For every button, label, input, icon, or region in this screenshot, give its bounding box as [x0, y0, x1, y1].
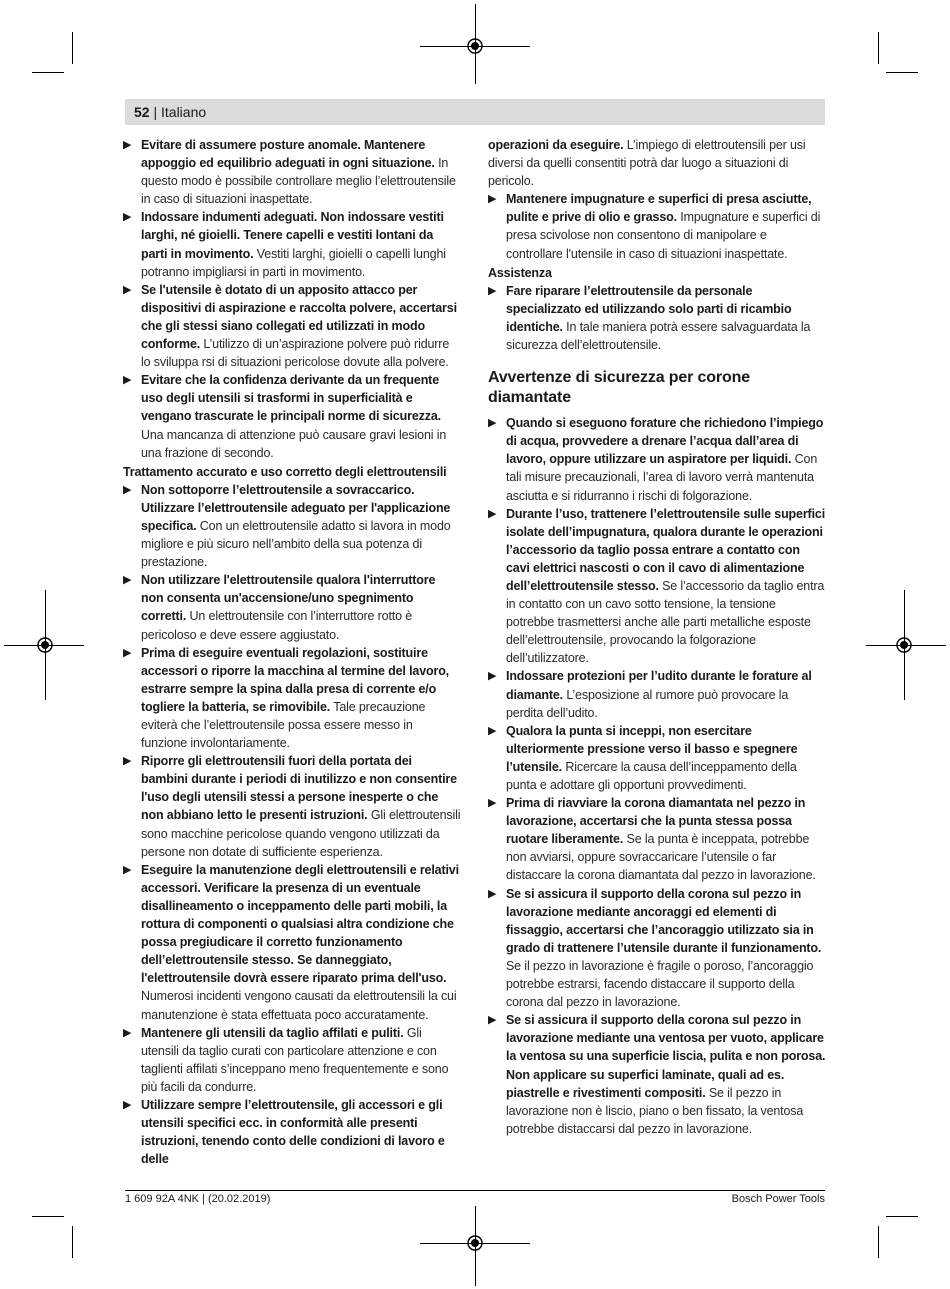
crop-mark — [32, 1216, 64, 1217]
crop-mark — [72, 1226, 73, 1258]
bullet-arrow-icon: ▶ — [488, 417, 497, 430]
item-text: Se la punta è inceppata, potrebbe non avviarsi, oppure sovraccaricare l’utensile o far distaccare la corona diamantata dal pezzo in lavorazione. — [506, 832, 816, 883]
continued-text: L’impiego di elettroutensili per usi diversi da quelli consentiti potrà dar luogo a situazioni di pericolo. — [488, 138, 806, 189]
list-item — [488, 414, 826, 504]
bullet-arrow-icon: ▶ — [123, 863, 132, 876]
item-bold-text: Se l'utensile è dotato di un apposito attacco per dispositivi di aspirazione e raccolta polvere, accertarsi che gli stessi siano collegati ed utilizzati in modo conforme. — [141, 282, 457, 352]
list-item — [488, 282, 826, 354]
item-bold-text: Non utilizzare l'elettroutensile qualora l'interruttore non consenta un'accensione/uno spegnimento corretti. — [141, 573, 436, 624]
crop-mark — [886, 1216, 918, 1217]
crop-mark — [886, 72, 918, 73]
list-item — [123, 861, 461, 1024]
left-bottom-list — [123, 481, 461, 1169]
item-bold-text: Prima di riavviare la corona diamantata nel pezzo in lavorazione, accertarsi che la punta stessa possa ruotare liberamente. — [506, 796, 806, 847]
item-text: Numerosi incidenti vengono causati da elettroutensili la cui manutenzione è stata effettuata poco accuratamente. — [141, 989, 457, 1022]
list-item — [123, 371, 461, 461]
assistance-list — [488, 282, 826, 354]
continued-paragraph — [488, 136, 826, 190]
footer-rule — [125, 1190, 825, 1191]
item-bold-text: Non sottoporre l’elettroutensile a sovraccarico. Utilizzare l’elettroutensile adeguato per l'applicazione specifica. — [141, 482, 451, 533]
item-bold-text: Prima di eseguire eventuali regolazioni, sostituire accessori o riporre la macchina al termine del lavoro, estrarre sempre la spina dalla presa di corrente e/o togliere la batteria, se rimovibile. — [141, 645, 450, 714]
list-item — [123, 571, 461, 643]
bullet-arrow-icon: ▶ — [123, 283, 132, 296]
bullet-arrow-icon: ▶ — [488, 670, 497, 683]
item-bold-text: Qualora la punta si inceppi, non esercitare ulteriormente pressione verso il basso e spegnere l’utensile. — [506, 723, 798, 774]
item-text: Un elettroutensile con l’interruttore rotto è pericoloso e deve essere aggiustato. — [141, 609, 413, 642]
item-text: Tale precauzione eviterà che l’elettroutensile possa essere messo in funzione involontariamente. — [141, 699, 426, 751]
bullet-arrow-icon: ▶ — [488, 724, 497, 737]
item-text: In questo modo è possibile controllare meglio l’elettroutensile in caso di situazioni inaspettate. — [141, 156, 456, 207]
list-item — [123, 281, 461, 371]
list-item — [123, 208, 461, 280]
registration-target-icon — [36, 636, 54, 654]
list-item — [123, 136, 461, 208]
item-text: Se il pezzo in lavorazione è fragile o poroso, l’ancoraggio potrebbe estrarsi, facendo distaccare il supporto della corona dal pezzo in lavorazione. — [506, 958, 814, 1010]
registration-target-icon — [895, 636, 913, 654]
list-item — [488, 505, 826, 668]
bullet-arrow-icon: ▶ — [123, 755, 132, 768]
crop-mark — [878, 1226, 879, 1258]
bullet-arrow-icon: ▶ — [123, 139, 132, 151]
item-text: L’utilizzo di un’aspirazione polvere può ridurre lo sviluppa rsi di situazioni pericolose dovute alla polvere. — [141, 337, 450, 370]
list-item — [488, 722, 826, 794]
bullet-arrow-icon: ▶ — [123, 211, 132, 224]
bullet-arrow-icon: ▶ — [123, 1026, 132, 1039]
item-text: In tale maniera potrà essere salvaguardata la sicurezza dell’elettroutensile. — [506, 319, 811, 353]
item-bold-text: Se si assicura il supporto della corona sul pezzo in lavorazione mediante una ventosa per vuoto, applicare la ventosa su una superficie liscia, pulita e non porosa. Non applicare su superfici laminate, quali ad es. piastrelle e rivestimenti compositi. — [506, 1013, 826, 1100]
crop-mark — [72, 32, 73, 64]
left-column — [123, 136, 461, 1168]
item-text: L’esposizione al rumore può provocare la perdita dell’udito. — [506, 687, 789, 720]
item-text: Vestiti larghi, gioielli o capelli lunghi potranno impigliarsi in parti in movimento. — [141, 246, 446, 279]
diamond-list — [488, 414, 826, 1138]
registration-target-icon — [466, 1234, 484, 1252]
item-text: Se l’accessorio da taglio entra in contatto con un cavo sotto tensione, la tensione potrebbe trasmettersi anche alle parti metalliche esposte dell’elettroutensile, provocando la folgorazione dell’utilizzatore. — [506, 578, 825, 666]
item-text: Impugnature e superfici di presa scivolose non consentono di manipolare e controllare l'utensile in caso di situazioni inaspettate. — [506, 210, 821, 261]
list-item — [123, 481, 461, 571]
footer-brand: Bosch Power Tools — [731, 1193, 825, 1205]
list-item — [488, 885, 826, 1012]
footer-doc-code: 1 609 92A 4NK | (20.02.2019) — [125, 1193, 271, 1205]
section-title-diamond: Avvertenze di sicurezza per corone diamantate — [488, 369, 750, 407]
list-item — [123, 1096, 461, 1168]
continued-bold: operazioni da eseguire. — [488, 138, 624, 152]
crop-mark — [32, 72, 64, 73]
bullet-arrow-icon: ▶ — [123, 1098, 132, 1111]
header-bar — [125, 99, 825, 125]
item-bold-text: Indossare protezioni per l’udito durante le forature al diamante. — [506, 669, 812, 702]
item-text: Una mancanza di attenzione può causare gravi lesioni in una frazione di secondo. — [141, 427, 447, 460]
bullet-arrow-icon: ▶ — [488, 193, 497, 206]
item-bold-text: Mantenere impugnature e superfici di presa asciutte, pulite e prive di olio e grasso. — [506, 192, 812, 225]
item-bold-text: Evitare che la confidenza derivante da un frequente uso degli utensili si trasformi in superficialità e vengano trascurate le principali norme di sicurezza. — [141, 373, 441, 424]
bullet-arrow-icon: ▶ — [123, 646, 132, 659]
item-bold-text: Eseguire la manutenzione degli elettroutensili e relativi accessori. Verificare la presenza di un eventuale disallineamento o inceppamento delle parti mobili, la rottura di componenti o qualsiasi altra condizione che possa pregiudicare il corretto funzionamento dell’elettroutensile stesso. Se danneggiato, l'elettroutensile dovrà essere riparato prima dell'uso. — [141, 862, 459, 986]
item-bold-text: Indossare indumenti adeguati. Non indossare vestiti larghi, né gioielli. Tenere capelli e vestiti lontani da parti in movimento. — [141, 210, 444, 261]
page-number: 52 — [134, 104, 150, 120]
bullet-arrow-icon: ▶ — [123, 574, 132, 587]
list-item — [488, 794, 826, 884]
page-header: 52 | Italiano — [134, 104, 207, 120]
item-text: Gli elettroutensili sono macchine pericolose quando vengono utilizzati da persone non dotate di sufficiente esperienza. — [141, 808, 461, 859]
left-top-list — [123, 136, 461, 462]
list-item — [488, 190, 826, 262]
item-text: Con un elettroutensile adatto si lavora in modo migliore e più sicuro nell’ambito della sua potenza di prestazione. — [141, 518, 451, 570]
item-bold-text: Evitare di assumere posture anomale. Mantenere appoggio ed equilibrio adeguati in ogni situazione. — [141, 138, 435, 171]
subheading-assistance: Assistenza — [488, 265, 552, 280]
item-text: Ricercare la causa dell’inceppamento della punta e adottare gli opportuni provvedimenti. — [506, 759, 797, 792]
subheading-handling: Trattamento accurato e uso corretto degli elettroutensili — [123, 464, 447, 479]
item-bold-text: Durante l’uso, trattenere l’elettroutensile sulle superfici isolate dell’impugnatura, qualora durante le operazioni l’accessorio da taglio possa entrare a contatto con cavi elettrici nascosti o con il cavo di alimentazione dell’elettroutensile stesso. — [506, 506, 826, 593]
list-item — [123, 1024, 461, 1096]
list-item — [488, 667, 826, 721]
bullet-arrow-icon: ▶ — [488, 1014, 497, 1027]
item-bold-text: Mantenere gli utensili da taglio affilati e puliti. — [141, 1025, 404, 1040]
list-item — [123, 644, 461, 753]
item-text: Gli utensili da taglio curati con particolare attenzione e con taglienti affilati s’inceppano meno frequentemente e sono più facili da condurre. — [141, 1025, 449, 1094]
item-text: Se il pezzo in lavorazione non è liscio, piano o ben fissato, la ventosa potrebbe distaccarsi dal pezzo in lavorazione. — [506, 1085, 804, 1136]
item-text: Con tali misure precauzionali, l’area di lavoro verrà mantenuta asciutta e si ridurranno i rischi di folgorazione. — [506, 452, 818, 503]
bullet-arrow-icon: ▶ — [123, 483, 132, 496]
registration-target-icon — [466, 37, 484, 55]
item-bold-text: Se si assicura il supporto della corona sul pezzo in lavorazione mediante ancoraggi ed elementi di fissaggio, accertarsi che l’ancoraggio utilizzato sia in grado di trattenere l’utensile durante il funzionamento. — [506, 886, 822, 955]
item-bold-text: Utilizzare sempre l’elettroutensile, gli accessori e gli utensili specifici ecc. in conformità alle presenti istruzioni, tenendo conto delle condizioni di lavoro e delle — [141, 1097, 445, 1167]
bullet-arrow-icon: ▶ — [123, 374, 132, 387]
right-top-list — [488, 190, 826, 262]
item-bold-text: Riporre gli elettroutensili fuori della portata dei bambini durante i periodi di inutilizzo e non consentire l'uso degli utensili stessi a persone inesperte o che non abbiano letto le presenti istruzioni. — [141, 754, 457, 823]
bullet-arrow-icon: ▶ — [488, 797, 497, 810]
bullet-arrow-icon: ▶ — [488, 284, 497, 297]
right-column — [488, 136, 826, 1138]
crop-mark — [878, 32, 879, 64]
item-bold-text: Fare riparare l’elettroutensile da personale specializzato ed utilizzando solo parti di ricambio identiche. — [506, 283, 792, 334]
page-language: Italiano — [161, 104, 207, 120]
list-item — [123, 752, 461, 861]
list-item — [488, 1011, 826, 1138]
bullet-arrow-icon: ▶ — [488, 887, 497, 900]
item-bold-text: Quando si eseguono forature che richiedono l’impiego di acqua, provvedere a drenare l’acqua dall’area di lavoro, oppure utilizzare un aspiratore per liquidi. — [506, 416, 824, 467]
bullet-arrow-icon: ▶ — [488, 507, 497, 520]
